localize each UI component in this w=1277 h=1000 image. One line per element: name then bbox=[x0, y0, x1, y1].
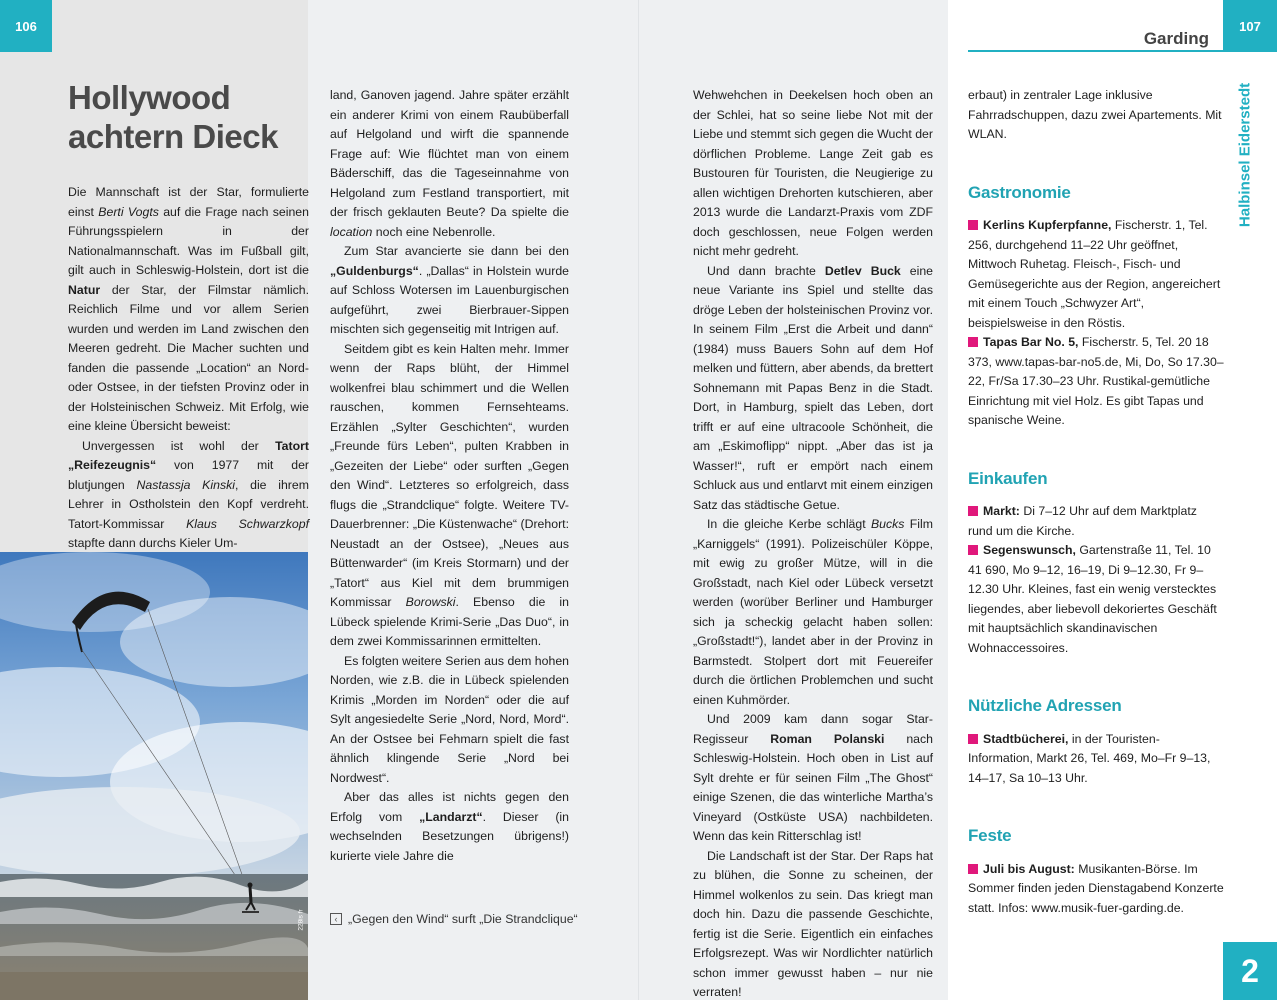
title-line-2: achtern Dieck bbox=[68, 118, 278, 155]
bullet-square-icon bbox=[968, 545, 978, 555]
article-column-3 bbox=[693, 86, 933, 1000]
listing-name: Kerlins Kupferpfanne, bbox=[983, 218, 1112, 232]
emphasis: Borowski bbox=[405, 595, 456, 609]
bold-term: Roman Polanski bbox=[770, 731, 885, 746]
bold-term: Natur bbox=[68, 282, 101, 297]
photo-illustration bbox=[0, 552, 308, 1000]
paragraph bbox=[693, 86, 933, 262]
listing-text: Di 7–12 Uhr auf dem Marktplatz rund um die Kirche. bbox=[968, 504, 1197, 538]
text: Es folgten weitere Serien aus dem hohen Norden, wie z.B. die in Lübeck spielenden Krimis „Morden im Norden“ oder die auf Sylt angesiedelte Serie „Nord, Nord, Mord“. An der Ostsee bei Fehmarn spielt die fast ähnlich klingende Serie „Nord bei Nordwest“. bbox=[330, 653, 569, 785]
text: Seitdem gibt es kein Halten mehr. Immer wenn der Raps blüht, der Himmel wolkenfrei blau schimmert und die Wellen rauschen, kommen Fernsehteams. Erzählen „Sylter Geschichten“, wurden „Freunde fürs Leben“, pulten Krabben in „Gezeiten der Liebe“ oder surften „Gegen den Wind“. Letzteres so erfolgreich, dass flugs die „Strandclique“ folgte. Weitere TV-Dauerbrenner: „Die Küstenwache“ (Drehort: Neustadt an der Ostsee), „Neues aus Büttenwarder“ (im Kreis Stormarn) und der „Tatort“ aus Kiel mit dem brummigen Kommissar bbox=[330, 341, 569, 609]
paragraph bbox=[693, 262, 933, 516]
text: , die ihrem Lehrer in Ostholstein den Kopf verdreht. Tatort-Kommissar bbox=[68, 477, 309, 531]
text: Unvergessen ist wohl der bbox=[82, 438, 276, 453]
listing-entry bbox=[968, 860, 1224, 919]
emphasis: Berti Vogts bbox=[98, 204, 159, 219]
side-tab-label: Halbinsel Eiderstedt bbox=[1236, 82, 1254, 228]
listing-entry bbox=[968, 730, 1224, 789]
section-heading-feste: Feste bbox=[968, 826, 1012, 845]
text: der Star, der Filmstar nämlich. Reichlich Filme und vor allem Serien wurden und werden im Land zwischen den Meeren gedreht. Die Macher suchten und fanden die passende „Location“ an Nord- oder Ostsee, in der tiefsten Provinz oder in der Holsteinischen Schweiz. Mit Erfolg, wie eine kleine Übersicht beweist: bbox=[68, 282, 309, 433]
text: . Dieser (in wechselnden Besetzungen übrigens!) kurierte viele Jahre die bbox=[330, 809, 569, 863]
text: . „Dallas“ in Holstein wurde auf Schloss Wotersen im Lauenburgischen aufgeführt, zwei Bierbrauer-Sippen mischten sich gegenseitig mit Intrigen auf. bbox=[330, 263, 569, 336]
paragraph bbox=[693, 847, 933, 1000]
listing-entry bbox=[968, 541, 1224, 658]
text: Film „Karniggels“ (1991). Polizeischüler Köppe, mit ewig zu großer Mütze, will in die Großstadt, nach Kiel oder Lübeck versetzt werden (worüber Berliner und Hamburger sich ja scheckig gelacht haben sollen: „Großstadt!“), landet aber in der Provinz in Barmstedt. Stolpert dort mit Feuereifer durch die örtlichen Problemchen und sucht einen Kuhmörder. bbox=[693, 517, 933, 707]
text: nach Schleswig-Holstein. Hoch oben in List auf Sylt drehte er für seinen Film „The Ghost“ einige Szenen, die das winterliche Martha’s Vineyard (Ostküste USA) nachbildeten. Wenn das kein Ritterschlag ist! bbox=[693, 731, 933, 843]
bold-term: Tatort „Reifezeugnis“ bbox=[68, 438, 309, 472]
photo-caption bbox=[330, 912, 630, 926]
text: eine neue Variante ins Spiel und stellte das dröge Leben der holsteinischen Provinz vor. In seinem Film „Erst die Arbeit und dann“ (1984) muss Bauers Sohn auf dem Hof melken und füttern, aber abends, da brettert Sohnemann mit Papas Benz in die Stadt. Dort, in Hamburg, spielt das Leben, dort trifft er auf eine ultracoole Schönheit, die am „Eskimoflipp“ nippt. „Aber das ist ja Wasser!“, ruft er empört nach einem Schluck aus und entlarvt mit einem einzigen Satz das städtische Getue. bbox=[693, 263, 933, 512]
text: Und 2009 kam dann sogar Star-Regisseur bbox=[693, 712, 933, 746]
listing-entry bbox=[968, 333, 1224, 431]
text: von 1977 mit der blutjungen bbox=[68, 458, 309, 492]
text: In die gleiche Kerbe schlägt bbox=[707, 517, 871, 531]
text: auf die Frage nach seinen Führungsspielern in der Nationalmannschaft. Was im Fußball gilt, gilt auch in Schleswig-Holstein, dort ist die bbox=[68, 204, 309, 277]
listing-name: Stadtbücherei, bbox=[983, 731, 1069, 746]
arrow-left-icon: ‹ bbox=[330, 913, 342, 925]
emphasis: Bucks bbox=[870, 517, 905, 531]
bullet-square-icon bbox=[968, 220, 978, 230]
paragraph bbox=[330, 652, 569, 789]
side-tab bbox=[1232, 66, 1258, 244]
listing-text: Fischerstr. 1, Tel. 256, durchgehend 11–22 Uhr geöffnet, Mittwoch Ruhetag. Fleisch-, Fisch- und Gemüsegerichte aus der Region, angereichert mit einem Touch „Schwyzer Art“, beispielsweise in den Röstis. bbox=[968, 218, 1221, 330]
title-line-1: Hollywood bbox=[68, 79, 231, 116]
text: . Ebenso die in Lübeck spielende Krimi-Serie „Das Duo“, in dem zwei Kommissarinnen ermittelten. bbox=[330, 595, 569, 648]
paragraph bbox=[693, 515, 933, 710]
paragraph bbox=[330, 86, 569, 242]
bullet-square-icon bbox=[968, 337, 978, 347]
paragraph bbox=[330, 340, 569, 652]
listing-text: in der Touristen-Information, Markt 26, Tel. 469, Mo–Fr 9–13, 14–17, Sa 10–13 Uhr. bbox=[968, 731, 1211, 785]
running-head: Garding bbox=[968, 28, 1223, 52]
chapter-number: 2 bbox=[1223, 942, 1277, 1000]
article-column-1 bbox=[68, 183, 309, 554]
listing-text: Gartenstraße 11, Tel. 10 41 690, Mo 9–12, 16–19, Di 9–12.30, Fr 9–12.30 Uhr. Kleines, fast ein wenig verstecktes liegendes, aber liebevoll dekoriertes Geschäft mit hauptsächlich skandinavischen Wohnaccessoires. bbox=[968, 543, 1217, 655]
caption-text: „Gegen den Wind“ surft „Die Strandclique“ bbox=[348, 912, 578, 926]
listing-text: Musikanten-Börse. Im Sommer finden jeden Dienstagabend Konzerte statt. Infos: www.musik-fuer-garding.de. bbox=[968, 861, 1224, 915]
section-heading-einkaufen: Einkaufen bbox=[968, 468, 1048, 488]
listing-entry bbox=[968, 502, 1224, 541]
paragraph bbox=[693, 710, 933, 847]
bullet-square-icon bbox=[968, 506, 978, 516]
bullet-square-icon bbox=[968, 734, 978, 744]
listing-name: Tapas Bar No. 5, bbox=[983, 335, 1079, 349]
paragraph bbox=[330, 242, 569, 340]
photo-credit bbox=[296, 890, 306, 950]
bold-term: Detlev Buck bbox=[824, 263, 901, 278]
text: Und dann brachte bbox=[707, 263, 825, 278]
intro-text: erbaut) in zentraler Lage inklusive Fahrradschuppen, dazu zwei Apartements. Mit WLAN. bbox=[968, 88, 1222, 141]
bold-term: „Landarzt“ bbox=[419, 809, 483, 824]
text: land, Ganoven jagend. Jahre später erzählt ein anderer Krimi von einem Raubüberfall auf Helgoland und wirft die spannende Frage auf: Wie flüchtet man von einem Bäderschiff, das die Tageseinnahme von Helgoland zum Festland transportiert, mit der frisch geklauten Beute? Da spielte die bbox=[330, 88, 569, 219]
info-column bbox=[968, 86, 1224, 918]
paragraph bbox=[68, 437, 309, 554]
paragraph bbox=[330, 788, 569, 866]
bullet-square-icon bbox=[968, 864, 978, 874]
emphasis: location bbox=[330, 224, 373, 239]
listing-entry bbox=[968, 216, 1224, 333]
article-title bbox=[68, 78, 298, 156]
listing-name: Segenswunsch, bbox=[983, 543, 1076, 557]
text: Die Mannschaft ist der Star, formulierte einst bbox=[68, 185, 309, 219]
text: Aber das alles ist nichts gegen den Erfolg vom bbox=[330, 790, 569, 824]
page-number-right: 107 bbox=[1223, 0, 1277, 52]
kitesurf-photo bbox=[0, 552, 308, 1000]
emphasis: Klaus Schwarzkopf bbox=[186, 516, 309, 531]
section-heading-adressen: Nützliche Adressen bbox=[968, 696, 1122, 715]
text: noch eine Nebenrolle. bbox=[372, 224, 496, 239]
listing-name: Markt: bbox=[983, 504, 1020, 518]
listing-text: Fischerstr. 5, Tel. 20 18 373, www.tapas-bar-no5.de, Mi, Do, So 17.30–22, Fr/Sa 17.30–23 Uhr. Rustikal-gemütliche Einrichtung mit viel Holz. Es gibt Tapas und spanische Weine. bbox=[968, 335, 1224, 427]
listing-name: Juli bis August: bbox=[983, 861, 1075, 876]
text: Die Landschaft ist der Star. Der Raps hat zu blühen, die Sonne zu scheinen, der Himmel wolkenlos zu sein. Das kriegt man doch hin. Dazu die passende Geschichte, fertig ist die Serie. Eigentlich ein einfaches Erfolgsrezept. Was wir Nordlichter natürlich schon immer gewusst haben – nur nie verraten! bbox=[693, 848, 933, 999]
bold-term: „Guldenburgs“ bbox=[330, 263, 419, 278]
text: Zum Star avancierte sie dann bei den bbox=[344, 244, 569, 258]
text: Wehwehchen in Deekelsen hoch oben an der Schlei, hat so seine liebe Not mit der Liebe und stemmt sich gegen die Wucht der dörflichen Probleme. Lange Zeit gab es Bustouren für Touristen, die Neugierige zu allen wichtigen Drehorten kutschieren, aber 2013 wurde die Landarzt-Praxis vom ZDF doch geschlossen, neue Folgen werden nicht mehr gedreht. bbox=[693, 88, 933, 258]
page-number-left: 106 bbox=[0, 0, 52, 52]
emphasis: Nastassja Kinski bbox=[136, 477, 235, 492]
article-column-2 bbox=[330, 86, 569, 866]
paragraph bbox=[68, 183, 309, 437]
text: stapfte dann durchs Kieler Um- bbox=[68, 536, 238, 550]
section-heading-gastronomie: Gastronomie bbox=[968, 182, 1071, 202]
photo-credit-text: 228is fr bbox=[297, 909, 305, 931]
